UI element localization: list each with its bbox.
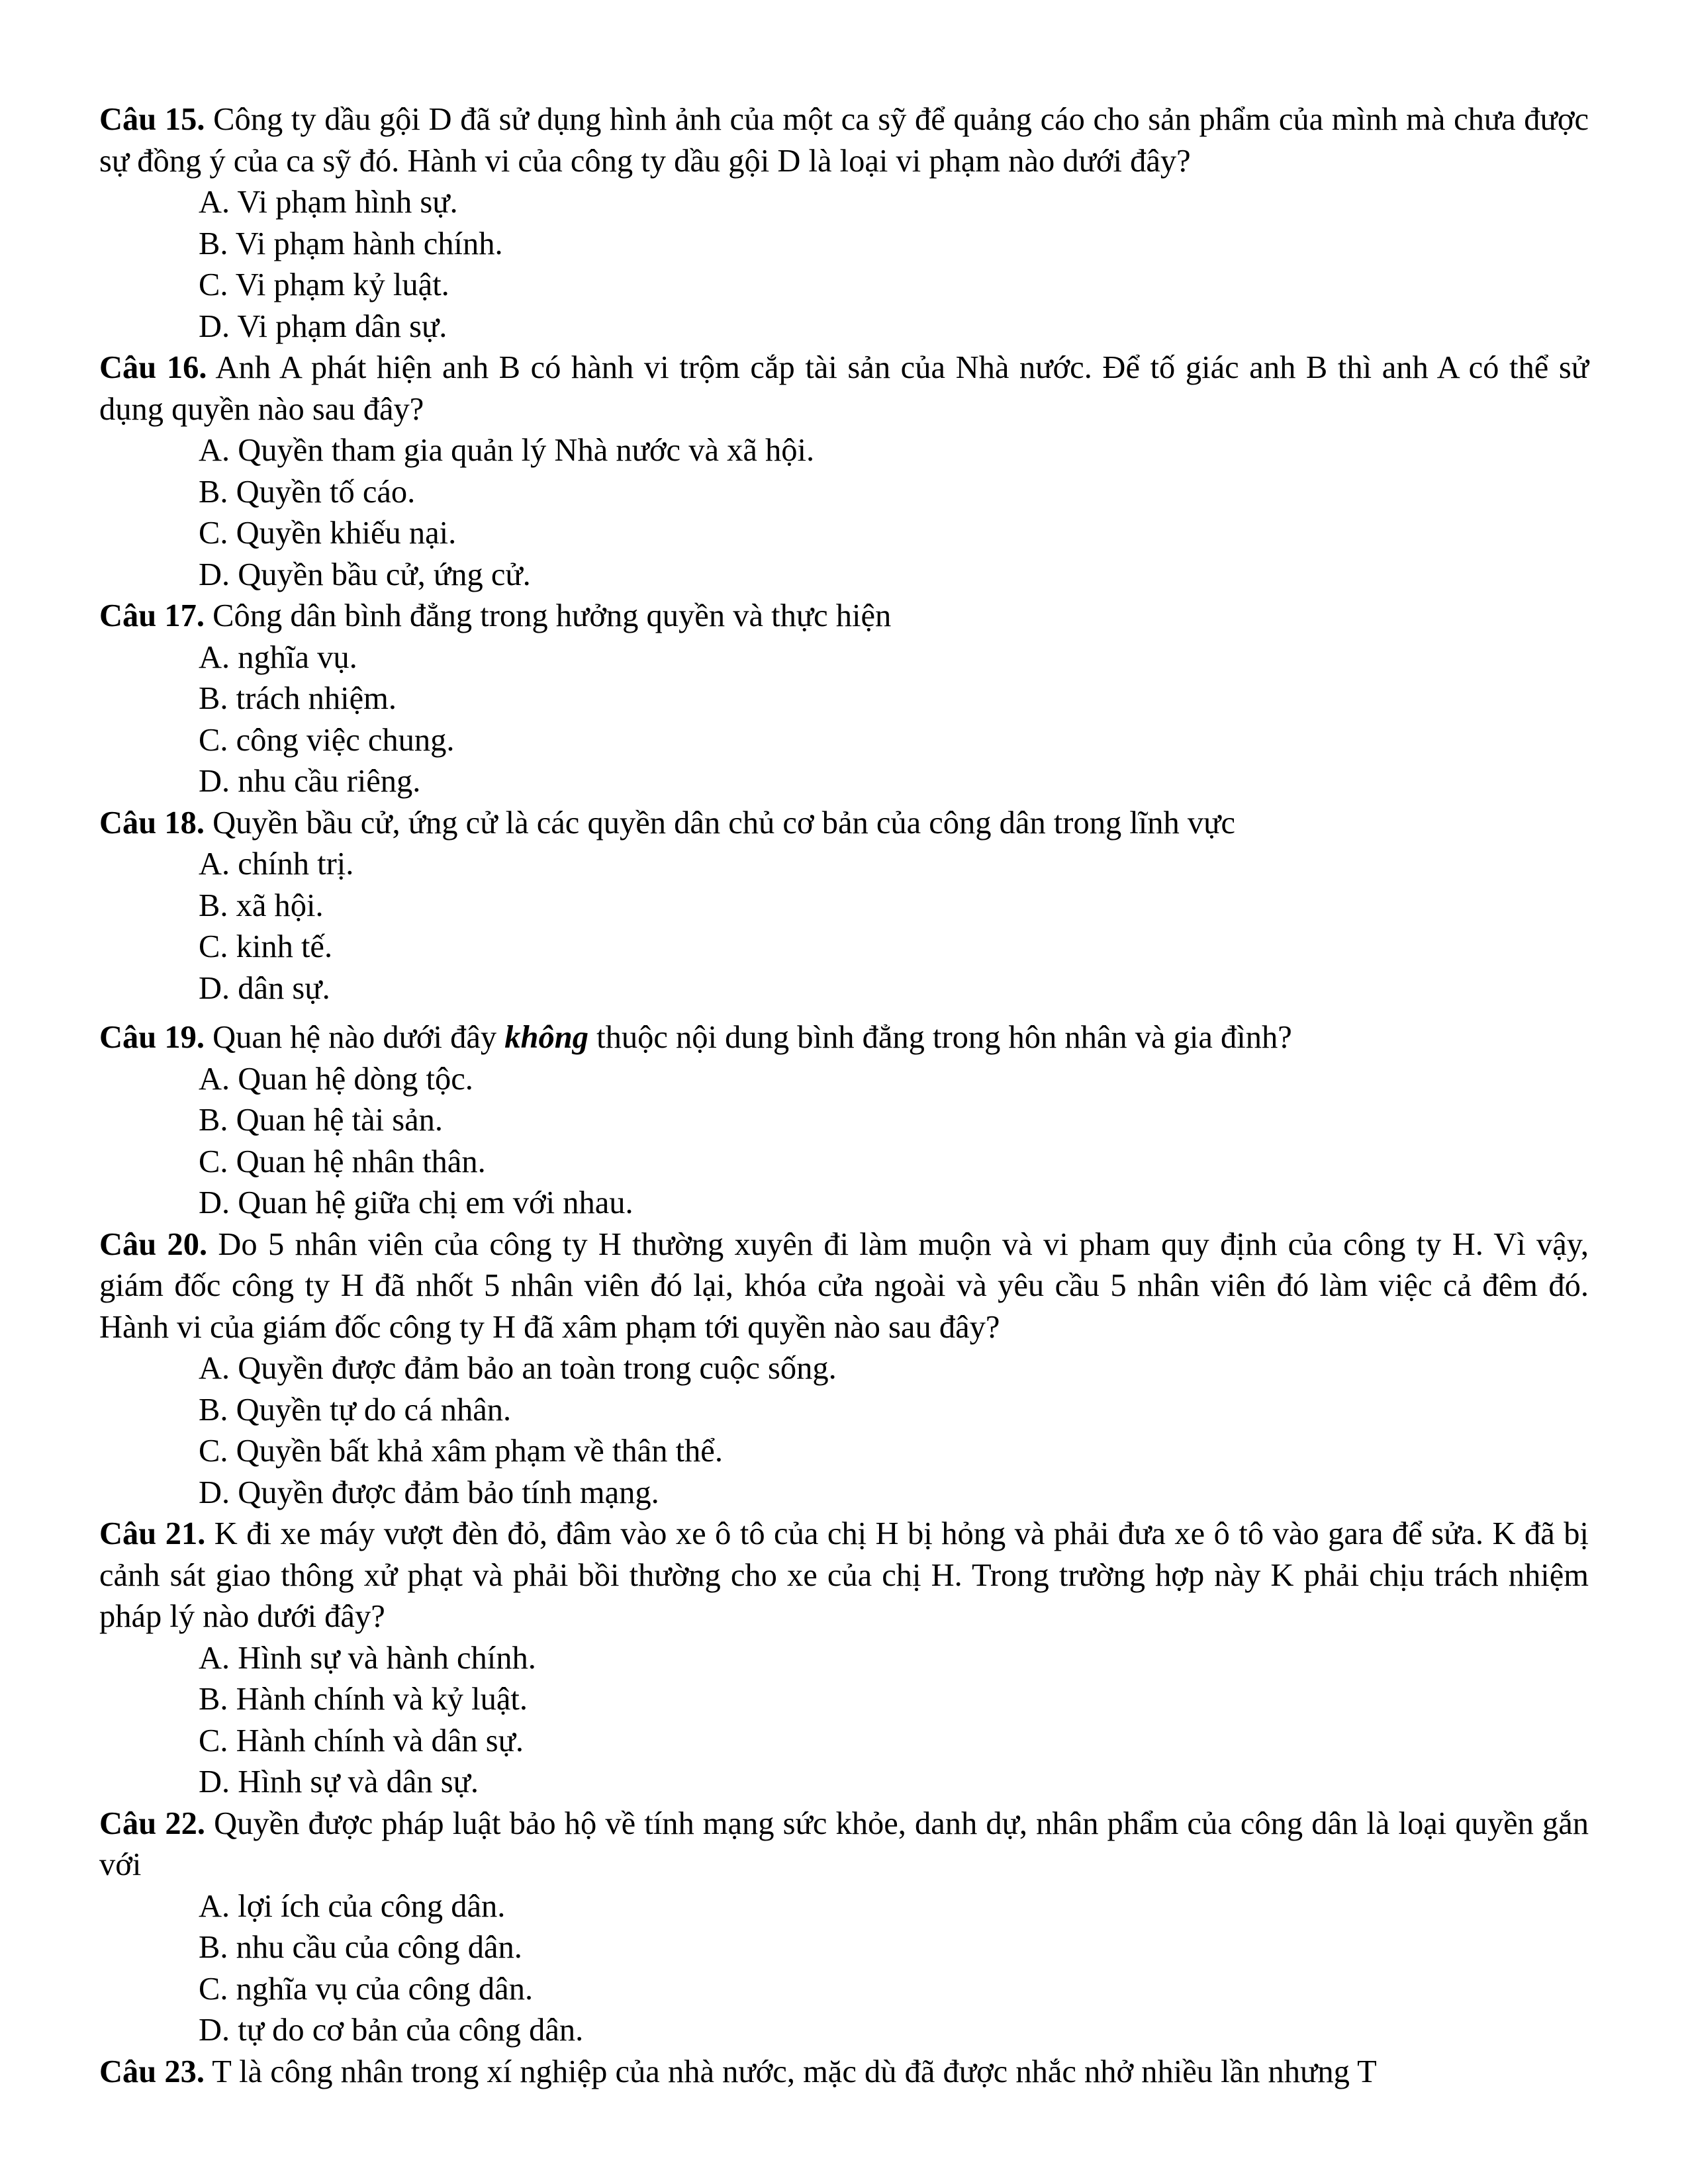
question-body: Anh A phát hiện anh B có hành vi trộm cắp tài sản của Nhà nước. Để tố giác anh B thì anh A có thể sử dụng quyền nào sau đây? [99,350,1589,427]
exam-page [99,99,1589,2093]
option-b[interactable]: B. Vi phạm hành chính. [199,226,503,261]
question-text [99,1224,1589,1349]
question-label: Câu 19. [99,1020,205,1055]
question-body: Công ty dầu gội D đã sử dụng hình ảnh của một ca sỹ để quảng cáo cho sản phẩm của mình mà chưa được sự đồng ý của ca sỹ đó. Hành vi của công ty dầu gội D là loại vi phạm nào dưới đây? [99,102,1589,179]
question-body: Quan hệ nào dưới đây [205,1020,505,1055]
option-c[interactable]: C. Quyền bất khả xâm phạm về thân thể. [199,1433,723,1469]
option-a[interactable]: A. Vi phạm hình sự. [199,185,458,220]
option-c[interactable]: C. Quan hệ nhân thân. [199,1144,486,1179]
question-label: Câu 18. [99,805,205,841]
question-body: Quyền được pháp luật bảo hộ về tính mạng sức khỏe, danh dự, nhân phẩm của công dân là loại quyền gắn với [99,1805,1589,1882]
question-body: T là công nhân trong xí nghiệp của nhà nước, mặc dù đã được nhắc nhở nhiều lần nhưng T [205,2054,1377,2089]
question-19 [99,1017,1589,1224]
option-d[interactable]: D. Hình sự và dân sự. [199,1764,479,1799]
question-text [99,1017,1589,1059]
question-body: Do 5 nhân viên của công ty H thường xuyên đi làm muộn và vi pham quy định của công ty H. Vì vậy, giám đốc công ty H đã nhốt 5 nhân viên đó lại, khóa cửa ngoài và yêu cầu 5 nhân viên đó làm việc cả đêm đó. Hành vi của giám đốc công ty H đã xâm phạm tới quyền nào sau đây? [99,1226,1589,1345]
question-label: Câu 21. [99,1516,206,1551]
question-text [99,803,1589,844]
option-a[interactable]: A. nghĩa vụ. [199,639,357,675]
option-b[interactable]: B. nhu cầu của công dân. [199,1930,522,1965]
option-a[interactable]: A. Quyền tham gia quản lý Nhà nước và xã hội. [199,433,815,468]
option-d[interactable]: D. nhu cầu riêng. [199,764,421,799]
question-17 [99,596,1589,803]
question-18 [99,803,1589,1010]
question-23 [99,2052,1589,2093]
spacer [99,1009,1589,1017]
question-label: Câu 16. [99,350,207,385]
option-a[interactable]: A. lợi ích của công dân. [199,1888,506,1924]
option-d[interactable]: D. Quan hệ giữa chị em với nhau. [199,1185,633,1220]
question-emphasis: không [504,1020,588,1055]
question-body: Quyền bầu cử, ứng cử là các quyền dân chủ cơ bản của công dân trong lĩnh vực [205,805,1235,841]
question-15 [99,99,1589,347]
option-d[interactable]: D. Quyền bầu cử, ứng cử. [199,557,531,592]
option-c[interactable]: C. kinh tế. [199,929,333,964]
option-c[interactable]: C. công việc chung. [199,722,455,758]
option-d[interactable]: D. dân sự. [199,970,330,1006]
question-text [99,1803,1589,1886]
question-21 [99,1514,1589,1803]
question-text [99,99,1589,182]
question-label: Câu 22. [99,1805,205,1841]
option-c[interactable]: C. Quyền khiếu nại. [199,516,457,551]
option-d[interactable]: D. Quyền được đảm bảo tính mạng. [199,1475,659,1510]
question-20 [99,1224,1589,1514]
option-c[interactable]: C. nghĩa vụ của công dân. [199,1971,534,2007]
option-c[interactable]: C. Hành chính và dân sự. [199,1723,524,1758]
option-d[interactable]: D. Vi phạm dân sự. [199,308,447,344]
question-body: K đi xe máy vượt đèn đỏ, đâm vào xe ô tô của chị H bị hỏng và phải đưa xe ô tô vào gara để sửa. K đã bị cảnh sát giao thông xử phạt và phải bồi thường cho xe của chị H. Trong trường hợp này K phải chịu trách nhiệm pháp lý nào dưới đây? [99,1516,1589,1634]
option-a[interactable]: A. Quan hệ dòng tộc. [199,1061,473,1097]
question-22 [99,1803,1589,2052]
question-label: Câu 20. [99,1226,208,1262]
option-b[interactable]: B. Quyền tố cáo. [199,474,416,510]
option-a[interactable]: A. Hình sự và hành chính. [199,1640,536,1676]
question-text [99,2052,1589,2093]
option-d[interactable]: D. tự do cơ bản của công dân. [199,2013,584,2048]
option-a[interactable]: A. chính trị. [199,846,354,882]
question-body: Công dân bình đẳng trong hưởng quyền và thực hiện [205,598,892,633]
option-b[interactable]: B. trách nhiệm. [199,681,397,716]
question-body-rest: thuộc nội dung bình đẳng trong hôn nhân và gia đình? [588,1020,1292,1055]
option-c[interactable]: C. Vi phạm kỷ luật. [199,267,449,302]
question-16 [99,347,1589,596]
question-label: Câu 23. [99,2054,205,2089]
question-text [99,1514,1589,1638]
question-text [99,596,1589,637]
option-b[interactable]: B. Quan hệ tài sản. [199,1103,444,1138]
question-label: Câu 17. [99,598,205,633]
option-b[interactable]: B. Quyền tự do cá nhân. [199,1392,512,1428]
option-a[interactable]: A. Quyền được đảm bảo an toàn trong cuộc sống. [199,1351,837,1386]
question-label: Câu 15. [99,102,205,137]
option-b[interactable]: B. xã hội. [199,887,324,923]
option-b[interactable]: B. Hành chính và kỷ luật. [199,1682,528,1717]
question-text [99,347,1589,430]
